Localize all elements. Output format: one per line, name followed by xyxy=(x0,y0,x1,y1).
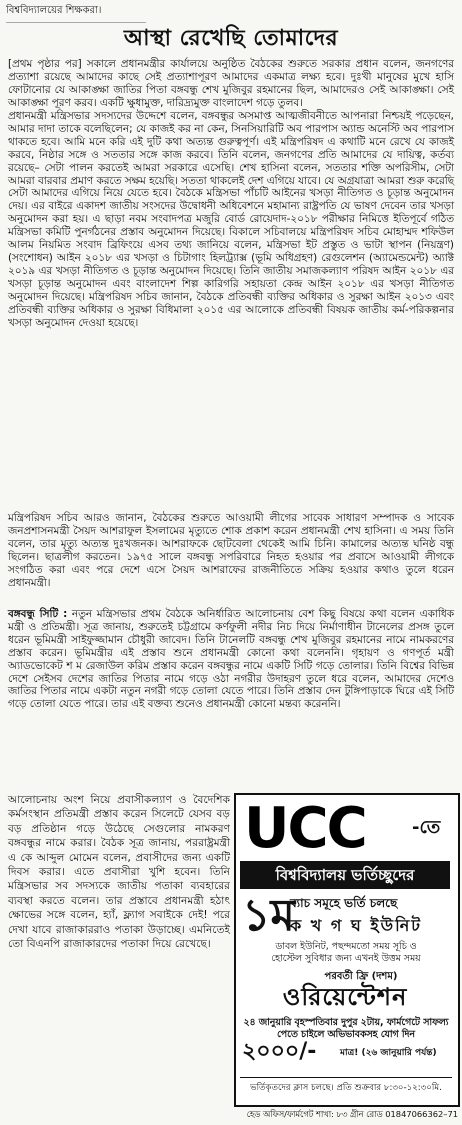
paragraph-text: প্রধানমন্ত্রী মন্ত্রিসভার সদস্যদের উদ্দেশে বলেন, বঙ্গবন্ধুর অসমাপ্ত আত্মজীবনীতে আপনারা নিশ্চয়ই পড়েছেন, আমার দাদা তাকে বলেছিলেন; যে কাজই কর না কেন, সিনসিয়ারিটি অব পারপাস অ্যান্ড অনেস্টি অব পারপাস থাকতে হবে। আমি মনে করি এই দুটি কথা অত্যন্ত গুরুত্বপূর্ণ। এই মন্ত্রিপরিষদ এ কথাটি মনে রেখে যে কাজই করবে, নিষ্ঠার সঙ্গে ও সততার সঙ্গে কাজ করবে। তিনি বলেন, জনগণের প্রতি আমাদের যে দায়িত্ব, কর্তব্য রয়েছে– সেটা পালন করতেই আমরা সরকারে এসেছি। শেখ হাসিনা বলেন, সততার শক্তি অপরিসীম, সেটা আমরা বারবার প্রমাণ করতে সক্ষম হয়েছি। সততা থাকলেই দেশ এগিয়ে যাবে। যে অগ্রযাত্রা আমরা শুরু করেছি সেটা আমাদের এগিয়ে নিয়ে যেতে হবে। বৈঠকে মন্ত্রিসভা পাঁচটি আইনের খসড়া নীতিগত ও চূড়ান্ত অনুমোদন দেয়। এর বাইরে একাদশ জাতীয় সংসদের উদ্বোধনী অধিবেশনে মহামান্য রাষ্ট্রপতি যে ভাষণ দেবেন তার খসড়া অনুমোদন করা হয়। এ ছাড়া নবম সংবাদপত্র মজুরি বোর্ড রোয়েদাদ-২০১৮ পরীক্ষার নিমিত্তে ইতিপূর্বে গঠিত মন্ত্রিসভা কমিটি পুনর্গঠনের প্রস্তাব অনুমোদন দিয়েছে। বিকালে সচিবালয়ে মন্ত্রিপরিষদ সচিব মোহাম্মদ শফিউল আলম নিয়মিত সংবাদ ব্রিফিংয়ে এসব তথ্য জানিয়ে বলেন, মন্ত্রিসভা ইট প্রস্তুত ও ভাটা স্থাপন (নিয়ন্ত্রণ)(সংশোধন) আইন ২০১৮ এর খসড়া ও চিটাগাং হিলট্র্যাক্স (ভূমি অধিগ্রহণ) রেগুলেশন (অ্যামেন্ডমেন্ট) অ্যাক্ট ২০১৯ এর খসড়া নীতিগত ও চূড়ান্ত অনুমোদন দিয়েছে। তিনি জাতীয় সমাজকল্যাণ পরিষদ আইন ২০১৮ এর খসড়া চূড়ান্ত অনুমোদন এবং বাংলাদেশ শিল্প কারিগরি সহায়তা কেন্দ্র আইন ২০১৮ এর খসড়া নীতিগত অনুমোদন দিয়েছে। মন্ত্রিপরিষদ সচিব জানান, বৈঠকে প্রতিবন্ধী ব্যক্তির অধিকার ও সুরক্ষা আইন ২০১৩ এবং প্রতিবন্ধী ব্যক্তির অধিকার ও সুরক্ষা বিধিমালা ২০১৫ এর আলোকে প্রতিবন্ধী বিষয়ক জাতীয় কর্ম-পরিকল্পনার খসড়া অনুমোদন দেওয়া হয়েছে। xyxy=(8,110,454,329)
ad-batch-text: ব্যাচ সমূহে ভর্তি চলছে xyxy=(290,896,398,910)
article-paragraph-2 xyxy=(8,110,454,332)
ad-banner: বিশ্ববিদ্যালয় ভর্তিচ্ছুদের xyxy=(240,861,450,889)
article-paragraph-5 xyxy=(8,793,230,951)
paragraph-body: নতুন মন্ত্রিসভার প্রথম বৈঠকে অনির্ধারিত আলোচনায় বেশ কিছু বিষয়ে কথা বলেন একাধিক মন্ত্রী ও প্রতিমন্ত্রী। সূত্র জানায়, শুরুতেই চট্টগ্রামে কর্ণফুলী নদীর নিচ দিয়ে নির্মাণাধীন টানেলের প্রসঙ্গ তুলে ধরেন ভূমিমন্ত্রী সাইফুজ্জামান চৌধুরী জাবেদ। তিনি টানেলটি বঙ্গবন্ধু শেখ মুজিবুর রহমানের নামে নামকরণের প্রস্তাব করেন। ভূমিমন্ত্রীর এই প্রস্তাব শুনে প্রধানমন্ত্রী কোনো কথা বলেননি। গৃহায়ণ ও গণপূর্ত মন্ত্রী অ্যাডভোকেট শ ম রেজাউল করিম প্রস্তাব করেন বঙ্গবন্ধুর নামে একটি সিটি গড়ে তোলার। তিনি বিশ্বের বিভিন্ন দেশে সেইসব দেশের জাতির পিতার নামে গড়ে ওঠা নগরীর উদাহরণ তুলে ধরে বলেন, আমাদের দেশেও জাতির পিতার নামে একটা নতুন নগরী গড়ে তোলা যেতে পারে। তিনি প্রস্তাব দেন টুঙ্গিপাড়াকে ঘিরে এই সিটি গড়ে তোলা যেতে পারে। তার এই বক্তব্য শুনেও প্রধানমন্ত্রী কোনো মন্তব্য করেননি। xyxy=(8,608,455,711)
ad-fee-note: মাত্র! (২৬ জানুয়ারি পর্যন্ত) xyxy=(340,1048,437,1058)
ad-fee: ২০০০/- xyxy=(242,1039,317,1064)
ucc-logo-suffix: -তে xyxy=(412,817,441,838)
article-paragraph-3 xyxy=(8,512,454,592)
ad-line-2: হোস্টেল সুবিধার জন্য এখনই উত্তম সময় xyxy=(271,953,421,964)
ad-big-number: ১ম xyxy=(242,890,295,941)
ad-footer-contact: হেড অফিস/ফার্মগেট শাখা: ৮৩ গ্রীন রোড 01847066362–71 xyxy=(246,1109,458,1119)
previous-article-fragment: বিশ্ববিদ্যালয়ের শিক্ষকরা। xyxy=(6,0,146,23)
ucc-advertisement xyxy=(234,793,460,1107)
ad-line-1: ডাবল ইউনিট, পছন্দমতো সময় সূচি ও xyxy=(275,941,417,952)
article-paragraph-1 xyxy=(8,58,454,113)
paragraph-text: আলোচনায় অংশ নিয়ে প্রবাসীকল্যাণ ও বৈদেশিক কর্মসংস্থান প্রতিমন্ত্রী প্রস্তাব করেন সিলেটে যেসব বড় বড় প্রতিষ্ঠান গড়ে উঠেছে সেগুলোর নামকরণ বঙ্গবন্ধুর নামে করার। বৈঠক সূত্র জানায়, পররাষ্ট্রমন্ত্রী এ কে আব্দুল মোমেন বলেন, প্রবাসীদের জন্য একটি দিবস করার। এতে প্রবাসীরা খুশি হবেন। তিনি মন্ত্রিসভার সব সদস্যকে জাতীয় পতাকা ব্যবহারের ব্যবস্থা করতে বলেন। তার প্রস্তাবে প্রধানমন্ত্রী হঠাৎ ক্ষোভের সঙ্গে বলেন, হ্যাঁ, ফ্ল্যাগ সবাইকে দেই! পরে দেখা যাবে রাজাকাররাও পতাকা উড়াচ্ছে। এমনিতেই তো বিএনপি রাজাকারদের পতাকা দিয়ে রেখেছে। xyxy=(8,794,230,951)
ucc-logo: UCC xyxy=(244,796,366,861)
ad-class-info: ভর্তিকৃতদের ক্লাস চলছে। প্রতি শুক্রবার ৮:৩০-১২:৩০মি. xyxy=(240,1077,452,1098)
paragraph-text xyxy=(8,608,454,711)
subhead-bangabandhu-city: বঙ্গবন্ধু সিটি : xyxy=(8,608,68,620)
ad-schedule: ২৪ জানুয়ারি বৃহস্পতিবার দুপুর ২টায়, ফার্মগেটে সাফল্য পেতে চাইলে অভিভাবকসহ যোগ দিন xyxy=(243,1017,449,1040)
article-paragraph-4 xyxy=(8,608,454,714)
paragraph-text: মন্ত্রিপরিষদ সচিব আরও জানান, বৈঠকের শুরুতে আওয়ামী লীগের সাবেক সাধারণ সম্পাদক ও সাবেক জনপ্রশাসনমন্ত্রী সৈয়দ আশরাফুল ইসলামের মৃত্যুতে শোক প্রকাশ করেন প্রধানমন্ত্রী শেখ হাসিনা। এ সময় তিনি বলেন, তার মৃত্যু অত্যন্ত দুঃখজনক। আশরাফকে ছোটবেলা থেকেই আমি চিনি। কামালের অত্যন্ত ঘনিষ্ঠ বন্ধু ছিলেন। ছাত্রলীগ করতেন। ১৯৭৫ সালে বঙ্গবন্ধু সপরিবারে নিহত হওয়ার পর প্রবাসে আওয়ামী লীগকে সংগঠিত করা এবং পরে দেশে এসে সৈয়দ আশরাফের রাজনীতিতে সক্রিয় হওয়ার কথাও তুলে ধরেন প্রধানমন্ত্রী। xyxy=(8,512,454,589)
paragraph-text: [প্রথম পৃষ্ঠার পর] সকালে প্রধানমন্ত্রীর কার্যালয়ে অনুষ্ঠিত বৈঠকের শুরুতে সরকার প্রধান বলেন, জনগণের প্রত্যাশা রয়েছে আমাদের কাছে সেই প্রত্যাশাপূরণ আমাদের একমাত্র লক্ষ্য হবে। দুঃখী মানুষের মুখে হাসি ফোটানোর যে আকাঙ্ক্ষা জাতির পিতা বঙ্গবন্ধু শেখ মুজিবুর রহমানের ছিল, আমাদেরও সেই আকাঙ্ক্ষা। সেই আকাঙ্ক্ষা পূরণ করব। একটি ক্ষুধামুক্ত, দারিদ্র্যমুক্ত বাংলাদেশ গড়ে তুলব। xyxy=(8,58,454,109)
ad-orientation: ওরিয়েন্টেশন xyxy=(282,983,408,1011)
ad-units: ক খ গ ঘ ইউনিট xyxy=(290,916,422,935)
ad-free-label: পরবর্তী ফ্রি (দশম) xyxy=(324,971,398,982)
headline: আস্থা রেখেছি তোমাদের xyxy=(123,26,339,51)
